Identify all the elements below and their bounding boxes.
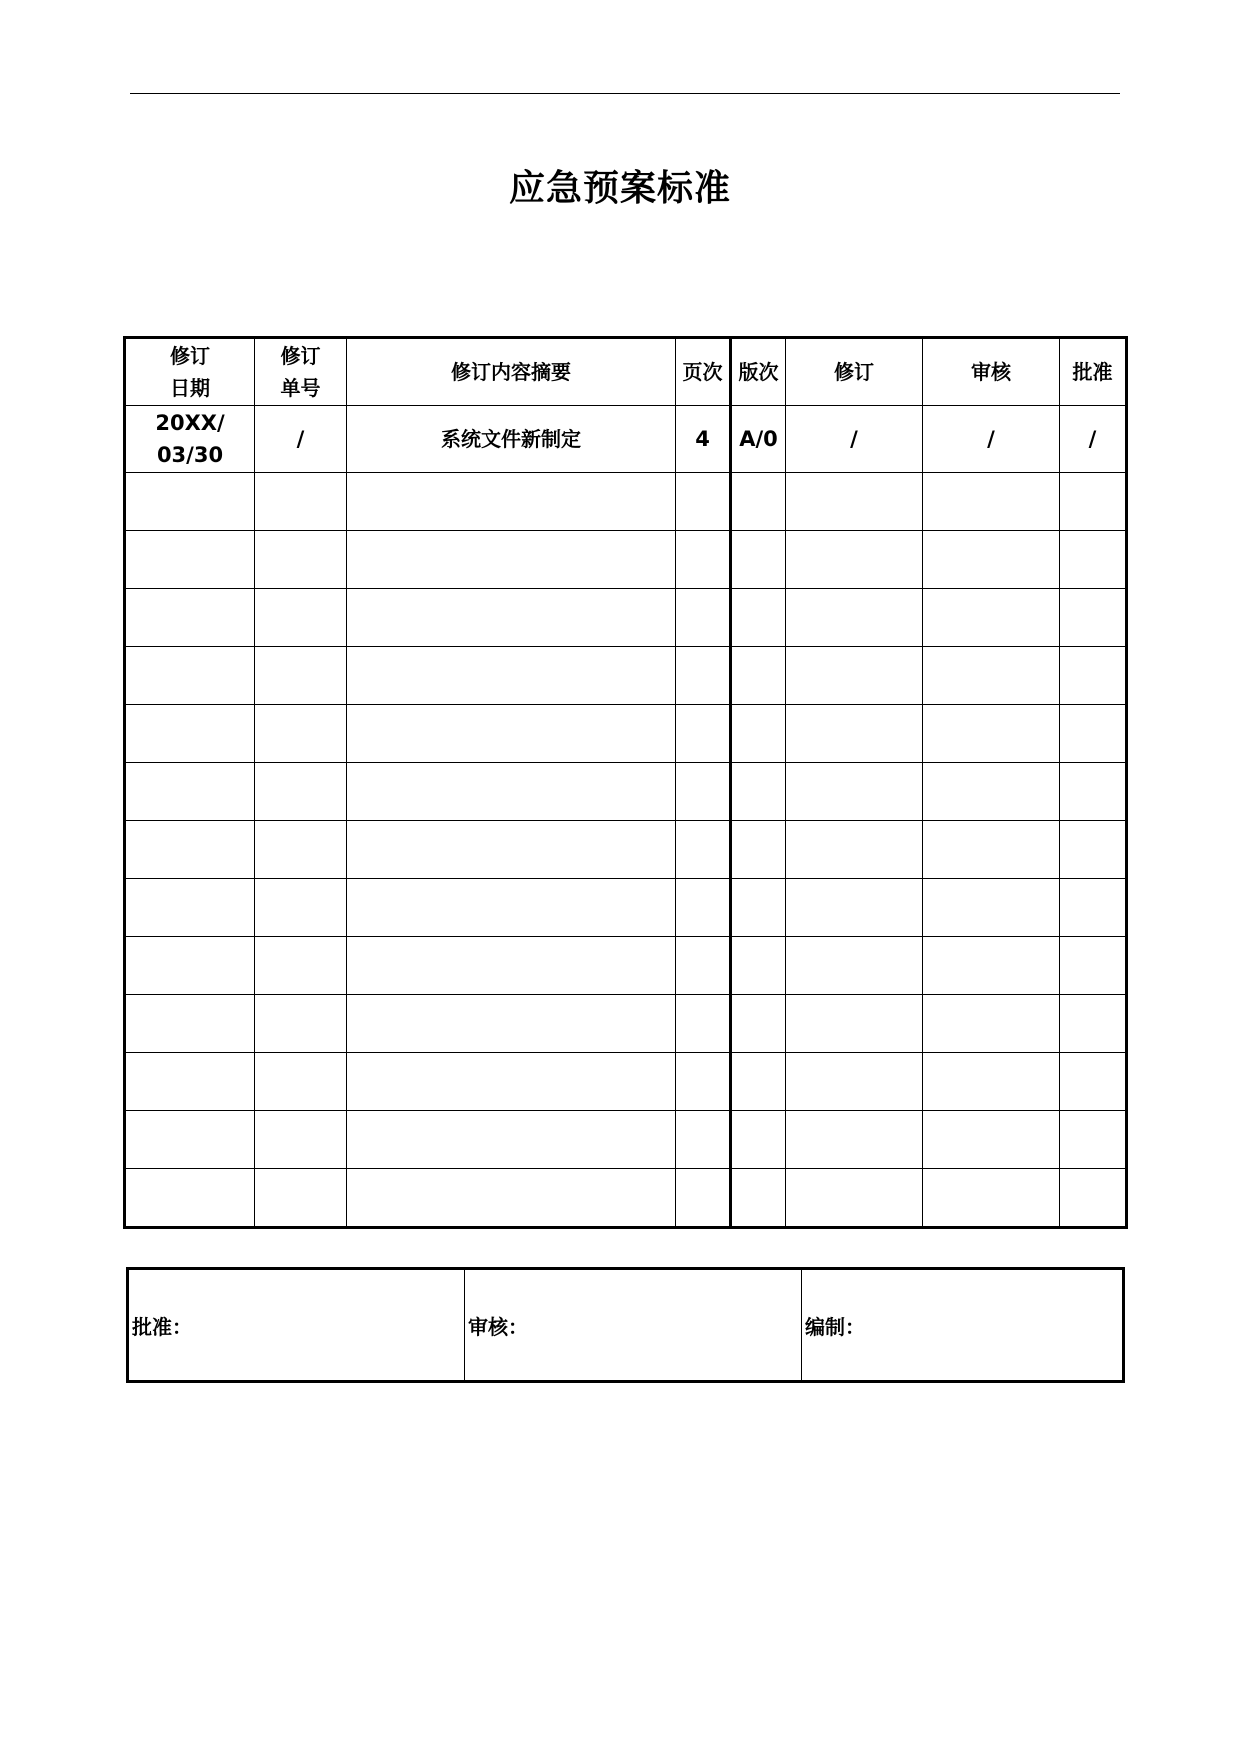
cell-review: /	[923, 406, 1060, 473]
cell-version[interactable]	[731, 763, 786, 821]
cell-review[interactable]	[923, 1053, 1060, 1111]
signature-row	[128, 1269, 1124, 1382]
cell-page[interactable]	[676, 763, 731, 821]
cell-revise[interactable]	[786, 879, 923, 937]
cell-review[interactable]	[923, 879, 1060, 937]
cell-review[interactable]	[923, 531, 1060, 589]
table-row	[125, 879, 1127, 937]
table-header-row	[125, 338, 1127, 406]
cell-approve[interactable]	[1060, 531, 1127, 589]
table-row	[125, 937, 1127, 995]
header-revision-summary: 修订内容摘要	[347, 338, 676, 406]
cell-revise[interactable]	[786, 647, 923, 705]
cell-review[interactable]	[923, 647, 1060, 705]
header-revision-order-no: 修订 单号	[255, 338, 347, 406]
cell-revision-order-no[interactable]	[255, 879, 347, 937]
table-row	[125, 647, 1127, 705]
cell-approve[interactable]	[1060, 589, 1127, 647]
cell-revision-date[interactable]	[125, 821, 255, 879]
cell-revision-date: 20XX/ 03/30	[125, 406, 255, 473]
cell-revise[interactable]	[786, 705, 923, 763]
cell-revision-order-no[interactable]	[255, 1169, 347, 1228]
cell-revise[interactable]	[786, 589, 923, 647]
cell-revise[interactable]	[786, 473, 923, 531]
table-row	[125, 821, 1127, 879]
cell-version[interactable]	[731, 1053, 786, 1111]
cell-revision-summary[interactable]	[347, 531, 676, 589]
table-row	[125, 1111, 1127, 1169]
table-row	[125, 763, 1127, 821]
cell-revision-summary[interactable]	[347, 1169, 676, 1228]
cell-revise[interactable]	[786, 995, 923, 1053]
cell-revision-order-no[interactable]	[255, 821, 347, 879]
cell-revision-order-no[interactable]	[255, 937, 347, 995]
cell-revision-summary[interactable]	[347, 589, 676, 647]
cell-revision-summary: 系统文件新制定	[347, 406, 676, 473]
cell-revise[interactable]	[786, 763, 923, 821]
header-revise: 修订	[786, 338, 923, 406]
review-signature-field[interactable]: 审核：	[465, 1269, 802, 1382]
header-approve: 批准	[1060, 338, 1127, 406]
cell-revision-order-no[interactable]	[255, 531, 347, 589]
table-row	[125, 406, 1127, 473]
cell-page[interactable]	[676, 995, 731, 1053]
cell-review[interactable]	[923, 995, 1060, 1053]
cell-revision-order-no[interactable]	[255, 589, 347, 647]
header-page: 页次	[676, 338, 731, 406]
cell-review[interactable]	[923, 937, 1060, 995]
cell-version[interactable]	[731, 473, 786, 531]
cell-version[interactable]	[731, 589, 786, 647]
cell-page[interactable]	[676, 647, 731, 705]
cell-review[interactable]	[923, 473, 1060, 531]
cell-revision-order-no[interactable]	[255, 647, 347, 705]
cell-page[interactable]	[676, 531, 731, 589]
cell-version[interactable]	[731, 937, 786, 995]
cell-page[interactable]	[676, 1169, 731, 1228]
cell-page[interactable]	[676, 821, 731, 879]
cell-version[interactable]	[731, 995, 786, 1053]
cell-approve[interactable]	[1060, 1111, 1127, 1169]
cell-revision-order-no[interactable]	[255, 705, 347, 763]
cell-page[interactable]	[676, 1053, 731, 1111]
table-row	[125, 473, 1127, 531]
cell-approve[interactable]	[1060, 937, 1127, 995]
cell-page[interactable]	[676, 705, 731, 763]
cell-revise: /	[786, 406, 923, 473]
cell-approve[interactable]	[1060, 995, 1127, 1053]
cell-page[interactable]	[676, 473, 731, 531]
cell-review[interactable]	[923, 589, 1060, 647]
cell-revision-date[interactable]	[125, 531, 255, 589]
cell-approve[interactable]	[1060, 879, 1127, 937]
cell-revise[interactable]	[786, 1053, 923, 1111]
cell-revision-order-no[interactable]	[255, 763, 347, 821]
cell-revision-summary[interactable]	[347, 937, 676, 995]
cell-revision-summary[interactable]	[347, 995, 676, 1053]
cell-revise[interactable]	[786, 937, 923, 995]
table-row	[125, 995, 1127, 1053]
cell-revision-date[interactable]	[125, 995, 255, 1053]
header-version: 版次	[731, 338, 786, 406]
table-row	[125, 705, 1127, 763]
cell-revision-date[interactable]	[125, 1111, 255, 1169]
cell-revise[interactable]	[786, 531, 923, 589]
cell-revision-order-no[interactable]	[255, 995, 347, 1053]
cell-revision-date[interactable]	[125, 473, 255, 531]
cell-revision-date[interactable]	[125, 589, 255, 647]
signature-table	[126, 1267, 1125, 1383]
header-rule	[130, 93, 1120, 94]
header-review: 审核	[923, 338, 1060, 406]
cell-revision-date[interactable]	[125, 1169, 255, 1228]
cell-revision-order-no[interactable]	[255, 473, 347, 531]
cell-revision-date[interactable]	[125, 937, 255, 995]
cell-revision-summary[interactable]	[347, 1053, 676, 1111]
cell-review[interactable]	[923, 763, 1060, 821]
cell-revision-summary[interactable]	[347, 821, 676, 879]
cell-page[interactable]	[676, 589, 731, 647]
cell-revision-date[interactable]	[125, 647, 255, 705]
table-row	[125, 1053, 1127, 1111]
cell-version[interactable]	[731, 879, 786, 937]
cell-approve[interactable]	[1060, 1053, 1127, 1111]
cell-review[interactable]	[923, 1111, 1060, 1169]
cell-revision-summary[interactable]	[347, 473, 676, 531]
cell-approve[interactable]	[1060, 647, 1127, 705]
revision-table	[123, 336, 1128, 1229]
cell-version[interactable]	[731, 531, 786, 589]
cell-review[interactable]	[923, 1169, 1060, 1228]
cell-revision-summary[interactable]	[347, 879, 676, 937]
cell-approve: /	[1060, 406, 1127, 473]
table-row	[125, 589, 1127, 647]
prepare-signature-field[interactable]: 编制：	[802, 1269, 1124, 1382]
cell-revise[interactable]	[786, 821, 923, 879]
cell-revision-order-no[interactable]	[255, 1053, 347, 1111]
cell-approve[interactable]	[1060, 821, 1127, 879]
cell-revision-summary[interactable]	[347, 647, 676, 705]
cell-approve[interactable]	[1060, 473, 1127, 531]
page-title: 应急预案标准	[508, 167, 731, 209]
cell-revision-date[interactable]	[125, 1053, 255, 1111]
cell-revision-date[interactable]	[125, 705, 255, 763]
cell-revision-summary[interactable]	[347, 1111, 676, 1169]
cell-version[interactable]	[731, 705, 786, 763]
cell-revision-order-no: /	[255, 406, 347, 473]
header-revision-date: 修订 日期	[125, 338, 255, 406]
cell-revise[interactable]	[786, 1169, 923, 1228]
cell-approve[interactable]	[1060, 1169, 1127, 1228]
cell-version[interactable]	[731, 1169, 786, 1228]
cell-revision-date[interactable]	[125, 879, 255, 937]
cell-review[interactable]	[923, 821, 1060, 879]
cell-revision-order-no[interactable]	[255, 1111, 347, 1169]
table-row	[125, 1169, 1127, 1228]
cell-version: A/0	[731, 406, 786, 473]
cell-version[interactable]	[731, 1111, 786, 1169]
cell-page: 4	[676, 406, 731, 473]
cell-page[interactable]	[676, 1111, 731, 1169]
cell-review[interactable]	[923, 705, 1060, 763]
cell-page[interactable]	[676, 937, 731, 995]
cell-version[interactable]	[731, 647, 786, 705]
cell-revise[interactable]	[786, 1111, 923, 1169]
cell-revision-summary[interactable]	[347, 705, 676, 763]
cell-approve[interactable]	[1060, 705, 1127, 763]
cell-revision-date[interactable]	[125, 763, 255, 821]
cell-version[interactable]	[731, 821, 786, 879]
cell-approve[interactable]	[1060, 763, 1127, 821]
cell-page[interactable]	[676, 879, 731, 937]
cell-revision-summary[interactable]	[347, 763, 676, 821]
approve-signature-field[interactable]: 批准：	[128, 1269, 465, 1382]
table-row	[125, 531, 1127, 589]
